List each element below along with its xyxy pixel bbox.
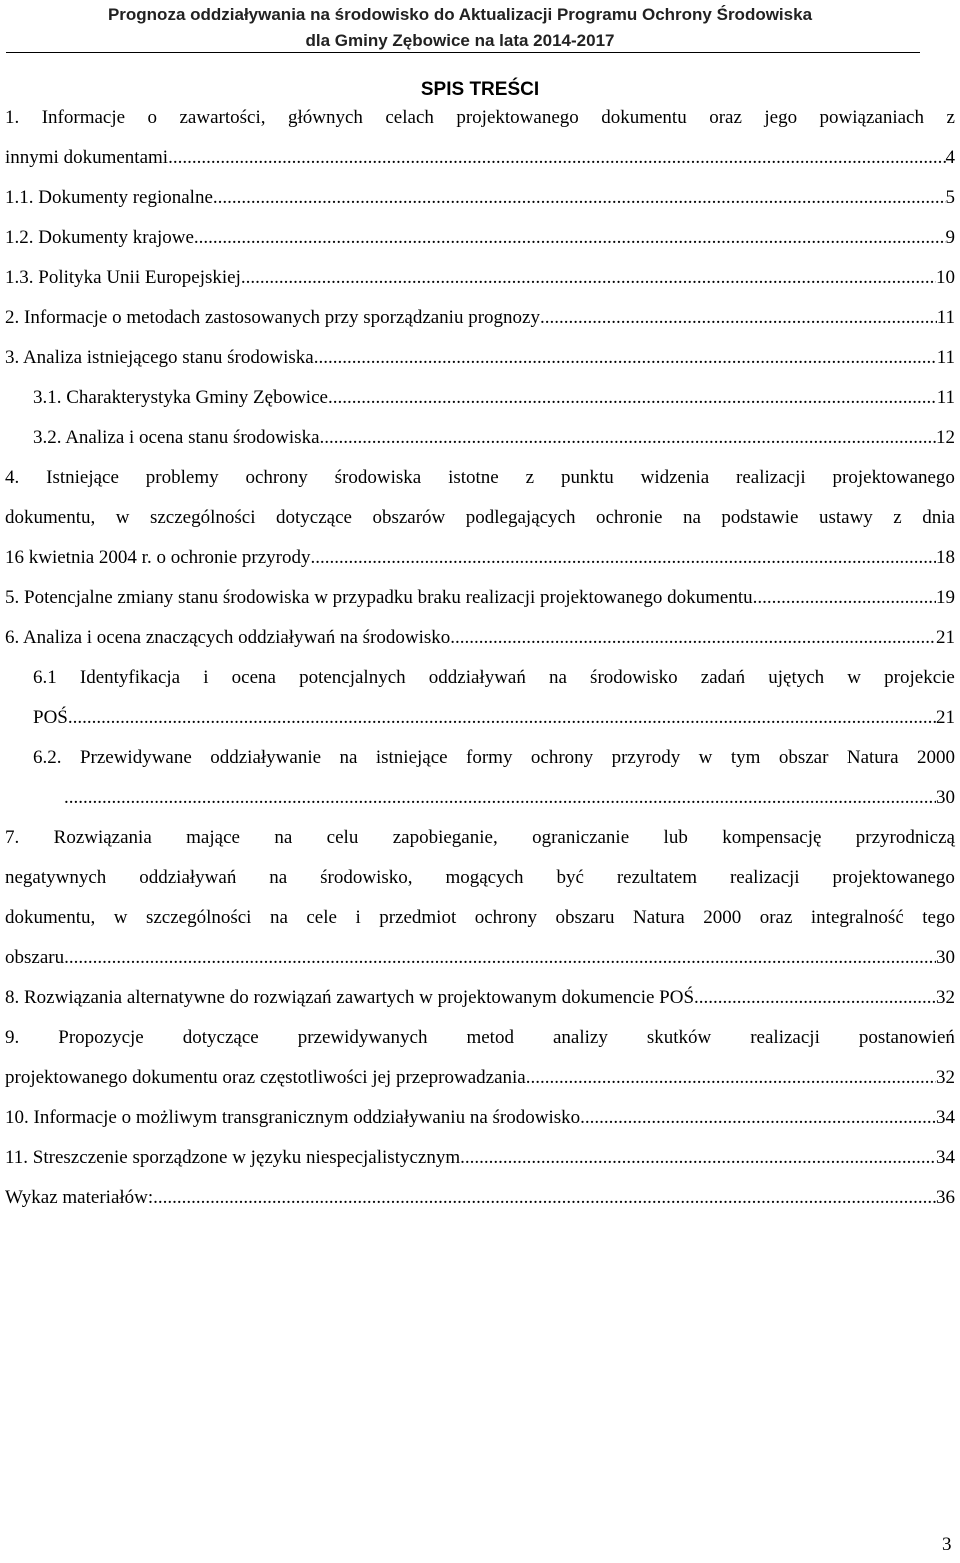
- toc-entry[interactable]: [33, 383, 955, 413]
- toc-word: 9.: [5, 1027, 20, 1048]
- header-title-line1: Prognoza oddziaływania na środowisko do Aktualizacji Programu Ochrony Środowiska: [107, 5, 813, 24]
- toc-entry[interactable]: [5, 1103, 955, 1133]
- toc-word: w: [847, 667, 862, 688]
- toc-entry-title: projektowanego dokumentu oraz częstotliwości jej przeprowadzania: [5, 1067, 526, 1088]
- page-number: 3: [942, 1534, 952, 1555]
- dot-leader: [153, 1183, 936, 1213]
- toc-word: szczególności: [149, 507, 256, 528]
- toc-entry[interactable]: [5, 303, 955, 333]
- toc-entry[interactable]: [5, 263, 955, 293]
- toc-word: oraz: [759, 907, 793, 928]
- toc-word: obszarów: [372, 507, 446, 528]
- toc-entry-title: POŚ: [33, 707, 68, 728]
- toc-word: na: [274, 827, 293, 848]
- toc-page-number: 19: [936, 587, 955, 608]
- toc-entry-title: obszaru: [5, 947, 65, 968]
- toc-word: integralność: [810, 907, 904, 928]
- toc-word: projekcie: [884, 667, 955, 688]
- toc-word: cele: [306, 907, 337, 928]
- toc-word: oraz: [709, 107, 742, 128]
- toc-entry[interactable]: [33, 423, 955, 453]
- toc-entry[interactable]: [5, 223, 955, 253]
- dot-leader: [213, 183, 946, 213]
- toc-word: na: [269, 867, 288, 888]
- toc-word: z: [893, 507, 902, 528]
- toc-entry-title: 5. Potencjalne zmiany stanu środowiska w przypadku braku realizacji projektowanego dokumentu: [5, 587, 753, 608]
- toc-page-number: 11: [936, 347, 955, 368]
- dot-leader: [64, 783, 936, 813]
- toc-word: projektowanego: [456, 107, 579, 128]
- toc-entry-title: 1.2. Dokumenty krajowe: [5, 227, 194, 248]
- toc-entry[interactable]: [5, 1143, 955, 1173]
- toc-page-number: 10: [936, 267, 955, 288]
- toc-word: przyrody: [611, 747, 681, 768]
- toc-word: obszar: [778, 747, 829, 768]
- toc-word: podstawie: [721, 507, 799, 528]
- toc-word: Przewidywane: [79, 747, 192, 768]
- toc-entry[interactable]: [5, 543, 955, 573]
- dot-leader: [168, 143, 945, 173]
- toc-word: być: [556, 867, 584, 888]
- toc-word: i: [203, 667, 209, 688]
- toc-word: Informacje: [41, 107, 126, 128]
- toc-word: oddziaływań: [139, 867, 237, 888]
- toc-entry-title: 3. Analiza istniejącego stanu środowiska: [5, 347, 314, 368]
- toc-word: Natura: [846, 747, 899, 768]
- toc-word: Istniejące: [46, 467, 119, 488]
- toc-word: celach: [385, 107, 434, 128]
- toc-entry-title: 8. Rozwiązania alternatywne do rozwiązań zawartych w projektowanym dokumencie POŚ: [5, 987, 695, 1008]
- toc-word: obszaru: [555, 907, 615, 928]
- toc-word: ochronie: [596, 507, 663, 528]
- toc-word: 1.: [5, 107, 20, 128]
- toc-word: głównych: [287, 107, 363, 128]
- toc-word: zadań: [700, 667, 746, 688]
- toc-word: kompensację: [722, 827, 822, 848]
- toc-heading: SPIS TREŚCI: [420, 79, 540, 100]
- toc-entry-line[interactable]: [5, 503, 955, 533]
- toc-word: w: [113, 907, 128, 928]
- toc-word: oddziaływanie: [210, 747, 322, 768]
- toc-word: istniejące: [375, 747, 448, 768]
- toc-word: Natura: [633, 907, 685, 928]
- toc-entry-title: 6. Analiza i ocena znaczących oddziaływań na środowisko: [5, 627, 451, 648]
- toc-word: ograniczanie: [532, 827, 630, 848]
- toc-page-number: 12: [936, 427, 955, 448]
- toc-entry-title: 2. Informacje o metodach zastosowanych przy sporządzaniu prognozy: [5, 307, 540, 328]
- toc-word: przyrodniczą: [855, 827, 955, 848]
- toc-word: problemy: [145, 467, 219, 488]
- toc-word: przewidywanych: [297, 1027, 428, 1048]
- dot-leader: [241, 263, 936, 293]
- toc-page-number: 30: [936, 947, 955, 968]
- toc-word: zawartości,: [179, 107, 266, 128]
- toc-entry-line[interactable]: [5, 1023, 955, 1053]
- toc-entry[interactable]: [5, 183, 955, 213]
- toc-entry-title: 3.2. Analiza i ocena stanu środowiska: [33, 427, 320, 448]
- toc-page-number: 21: [936, 627, 955, 648]
- toc-word: dotyczące: [276, 507, 352, 528]
- toc-word: ochrony: [530, 747, 594, 768]
- toc-entry[interactable]: [5, 583, 955, 613]
- toc-word: projektowanego: [832, 467, 955, 488]
- toc-word: środowisko,: [320, 867, 413, 888]
- toc-word: ustawy: [818, 507, 873, 528]
- toc-entry-line[interactable]: [5, 903, 955, 933]
- toc-word: ocena: [231, 667, 276, 688]
- toc-word: podlegających: [465, 507, 576, 528]
- toc-word: metod: [466, 1027, 514, 1048]
- toc-word: dotyczące: [182, 1027, 259, 1048]
- dot-leader: [450, 623, 936, 653]
- toc-entry-title: innymi dokumentami: [5, 147, 169, 168]
- toc-word: lub: [663, 827, 688, 848]
- toc-word: na: [269, 907, 288, 928]
- toc-word: jego: [764, 107, 798, 128]
- dot-leader: [753, 583, 936, 613]
- dot-leader: [460, 1143, 936, 1173]
- toc-word: realizacji: [729, 867, 800, 888]
- toc-page-number: 18: [936, 547, 955, 568]
- toc-word: ujętych: [768, 667, 825, 688]
- toc-word: i: [355, 907, 361, 928]
- toc-word: istotne: [448, 467, 499, 488]
- toc-entry-line[interactable]: [5, 103, 955, 133]
- toc-word: z: [946, 107, 955, 128]
- toc-word: zapobieganie,: [392, 827, 498, 848]
- toc-word: w: [698, 747, 713, 768]
- toc-entry-title: 3.1. Charakterystyka Gminy Zębowice: [33, 387, 328, 408]
- toc-word: projektowanego: [832, 867, 955, 888]
- toc-word: Identyfikacja: [79, 667, 181, 688]
- toc-entry-title: 1.3. Polityka Unii Europejskiej: [5, 267, 241, 288]
- toc-word: 4.: [5, 467, 20, 488]
- dot-leader: [68, 703, 936, 733]
- toc-page-number: 32: [936, 987, 955, 1008]
- toc-page-number: 11: [936, 307, 955, 328]
- toc-word: 2000: [703, 907, 742, 928]
- toc-entry[interactable]: [5, 983, 955, 1013]
- dot-leader: [526, 1063, 936, 1093]
- toc-word: postanowień: [858, 1027, 955, 1048]
- toc-entry[interactable]: [5, 623, 955, 653]
- toc-page-number: 34: [936, 1107, 955, 1128]
- toc-page-number: 5: [945, 187, 955, 208]
- dot-leader: [320, 423, 936, 453]
- toc-word: mające: [186, 827, 240, 848]
- toc-entry[interactable]: [5, 1063, 955, 1093]
- toc-page-number: 21: [936, 707, 955, 728]
- toc-word: realizacji: [736, 467, 806, 488]
- toc-word: dokumentu: [601, 107, 687, 128]
- toc-word: 2000: [916, 747, 955, 768]
- dot-leader: [64, 943, 936, 973]
- toc-word: tego: [922, 907, 955, 928]
- toc-word: celu: [326, 827, 359, 848]
- toc-word: dnia: [922, 507, 955, 528]
- toc-word: analizy: [552, 1027, 608, 1048]
- toc-word: tym: [730, 747, 761, 768]
- toc-word: formy: [466, 747, 513, 768]
- toc-word: Propozycje: [58, 1027, 144, 1048]
- toc-entry[interactable]: [5, 143, 955, 173]
- toc-word: negatywnych: [5, 867, 107, 888]
- dot-leader: [314, 343, 937, 373]
- toc-word: oddziaływań: [428, 667, 526, 688]
- toc-word: rezultatem: [616, 867, 698, 888]
- toc-page-number: 36: [936, 1187, 955, 1208]
- toc-entry-title: 11. Streszczenie sporządzone w języku niespecjalistycznym: [5, 1147, 461, 1168]
- toc-word: dokumentu,: [5, 907, 96, 928]
- toc-word: szczególności: [145, 907, 252, 928]
- header-divider: [6, 52, 920, 53]
- dot-leader: [328, 383, 937, 413]
- toc-word: mogących: [445, 867, 524, 888]
- toc-entry-title: Wykaz materiałów:: [5, 1187, 154, 1208]
- toc-word: na: [548, 667, 567, 688]
- toc-word: przedmiot: [379, 907, 457, 928]
- toc-entry-line[interactable]: [5, 823, 955, 853]
- toc-word: realizacji: [750, 1027, 820, 1048]
- toc-word: Rozwiązania: [53, 827, 152, 848]
- toc-page-number: 4: [945, 147, 955, 168]
- toc-word: ochrony: [245, 467, 308, 488]
- toc-entry[interactable]: [5, 943, 955, 973]
- toc-page-number: 11: [936, 387, 955, 408]
- toc-page-number: 34: [936, 1147, 955, 1168]
- toc-word: punktu: [560, 467, 614, 488]
- toc-word: środowiska: [334, 467, 422, 488]
- toc-entry-title: 10. Informacje o możliwym transgranicznym oddziaływaniu na środowisko: [5, 1107, 581, 1128]
- dot-leader: [311, 543, 936, 573]
- toc-word: na: [682, 507, 701, 528]
- toc-entry[interactable]: [5, 1183, 955, 1213]
- toc-word: ochrony: [474, 907, 537, 928]
- toc-word: o: [147, 107, 158, 128]
- toc-entry-line[interactable]: [33, 743, 955, 773]
- toc-word: skutków: [646, 1027, 712, 1048]
- toc-word: 7.: [5, 827, 20, 848]
- toc-entry-line[interactable]: [5, 863, 955, 893]
- toc-word: powiązaniach: [819, 107, 924, 128]
- toc-page-number: 30: [936, 787, 955, 808]
- dot-leader: [540, 303, 937, 333]
- toc-word: z: [525, 467, 535, 488]
- toc-entry-line[interactable]: [33, 663, 955, 693]
- toc-entry[interactable]: [33, 703, 955, 733]
- header-title-line2: dla Gminy Zębowice na lata 2014-2017: [305, 31, 615, 50]
- toc-word: 6.2.: [33, 747, 62, 768]
- dot-leader: [580, 1103, 936, 1133]
- toc-entry[interactable]: [64, 783, 955, 813]
- toc-word: dokumentu,: [5, 507, 96, 528]
- toc-word: środowisko: [590, 667, 678, 688]
- toc-entry[interactable]: [5, 343, 955, 373]
- toc-word: na: [339, 747, 358, 768]
- toc-word: 6.1: [33, 667, 57, 688]
- toc-word: w: [115, 507, 130, 528]
- toc-page-number: 9: [945, 227, 955, 248]
- toc-page-number: 32: [936, 1067, 955, 1088]
- toc-entry-title: 1.1. Dokumenty regionalne: [5, 187, 213, 208]
- dot-leader: [694, 983, 936, 1013]
- dot-leader: [194, 223, 946, 253]
- toc-word: potencjalnych: [299, 667, 406, 688]
- toc-entry-line[interactable]: [5, 463, 955, 493]
- toc-entry-title: 16 kwietnia 2004 r. o ochronie przyrody: [5, 547, 311, 568]
- toc-word: widzenia: [640, 467, 710, 488]
